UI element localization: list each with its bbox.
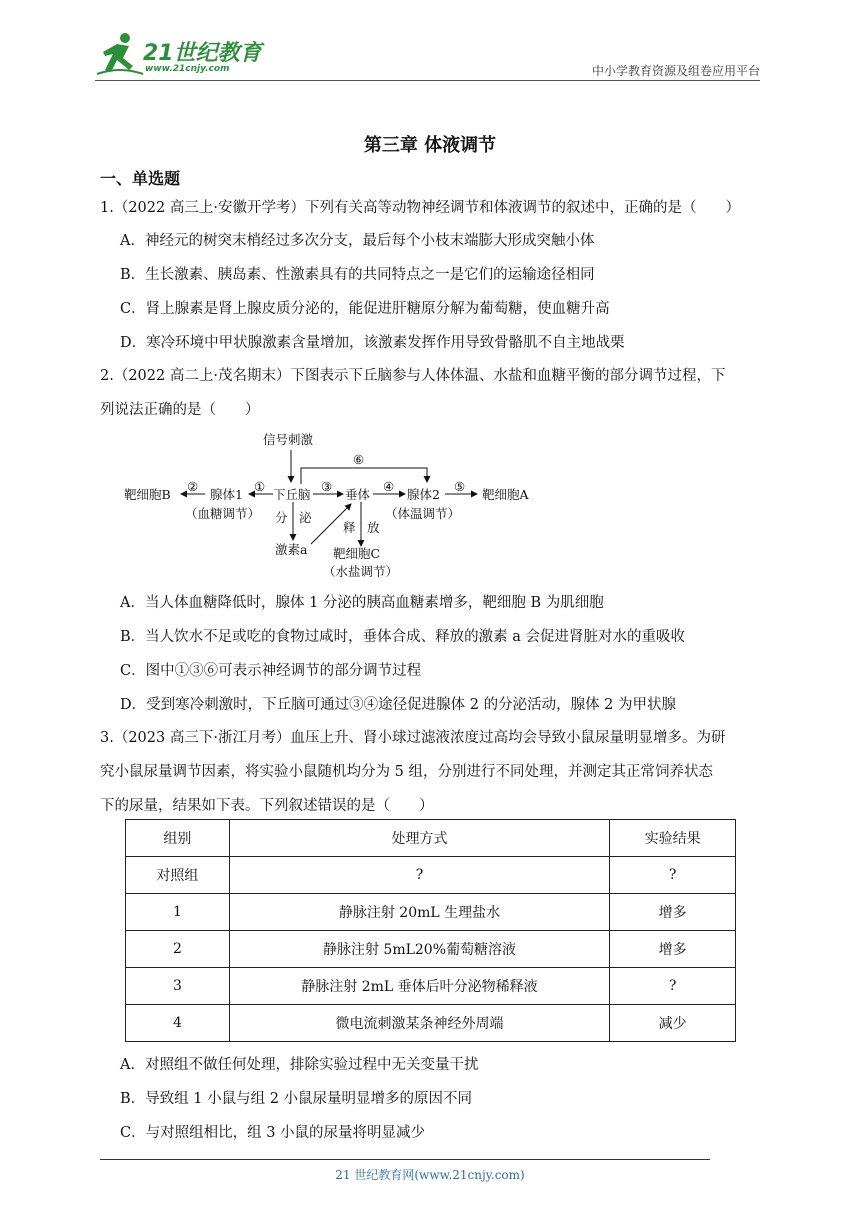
question-2-option-b: B．当人饮水不足或吃的食物过咸时，垂体合成、释放的激素 a 会促进肾脏对水的重吸收 [120, 629, 686, 645]
table-row [126, 857, 736, 894]
table-row [126, 1005, 736, 1042]
table-header: 处理方式 [229, 820, 609, 857]
question-3-stem-line-3: 下的尿量，结果如下表。下列叙述错误的是（ ） [100, 798, 434, 814]
step-6-label: ⑥ [353, 452, 365, 467]
pituitary-label: 垂体 [345, 487, 371, 502]
footer-link[interactable]: 21 世纪教育网(www.21cnjy.com) [335, 1168, 525, 1182]
step-2-label: ② [187, 479, 199, 494]
question-1-option-a: A．神经元的树突末梢经过多次分支，最后每个小枝末端膨大形成突触小体 [120, 233, 595, 249]
secrete-char-1: 分 [275, 510, 288, 525]
gland-1-label: 腺体1 [210, 487, 243, 502]
question-2-option-d: D．受到寒冷刺激时，下丘脑可通过③④途径促进腺体 2 的分泌活动，腺体 2 为甲状腺 [120, 697, 677, 713]
temperature-label: （体温调节） [385, 506, 461, 521]
secrete-char-2: 泌 [299, 510, 312, 525]
table-cell: 增多 [610, 931, 736, 968]
question-1-option-b: B．生长激素、胰岛素、性激素具有的共同特点之一是它们的运输途径相同 [120, 267, 595, 283]
step-4-label: ④ [383, 479, 395, 494]
table-cell: 减少 [610, 1005, 736, 1042]
logo [95, 30, 265, 80]
table-cell: 微电流刺激某条神经外周端 [229, 1005, 609, 1042]
table-row [126, 894, 736, 931]
logo-url: www.21cnjy.com [145, 64, 230, 74]
table-cell: 静脉注射 20mL 生理盐水 [229, 894, 609, 931]
release-char-1: 释 [343, 520, 356, 535]
question-2-stem-line-1: 2.（2022 高二上·茂名期末）下图表示下丘脑参与人体体温、水盐和血糖平衡的部分调节过程，下 [100, 368, 726, 384]
table-header: 组别 [126, 820, 230, 857]
question-3-option-b: B．导致组 1 小鼠与组 2 小鼠尿量明显增多的原因不同 [120, 1091, 473, 1107]
header-divider [95, 80, 760, 81]
question-3-stem-line-2: 究小鼠尿量调节因素，将实验小鼠随机均分为 5 组，分别进行不同处理，并测定其正常饲养状态 [100, 764, 713, 780]
hormone-a-label: 激素a [275, 542, 308, 557]
question-1-option-d: D．寒冷环境中甲状腺激素含量增加，该激素发挥作用导致骨骼肌不自主地战栗 [120, 335, 625, 351]
table-header: 实验结果 [610, 820, 736, 857]
section-heading: 一、单选题 [100, 169, 181, 188]
platform-name: 中小学教育资源及组卷应用平台 [591, 64, 760, 78]
table-cell: 1 [126, 894, 230, 931]
question-3-option-a: A．对照组不做任何处理，排除实验过程中无关变量干扰 [120, 1057, 479, 1073]
table-cell: 增多 [610, 894, 736, 931]
table-cell: 3 [126, 968, 230, 1005]
table-header-row [126, 820, 736, 857]
table-row [126, 968, 736, 1005]
step-3-label: ③ [321, 479, 333, 494]
table-cell: ? [610, 968, 736, 1005]
table-cell: ? [610, 857, 736, 894]
question-2-stem-line-2: 列说法正确的是（ ） [100, 402, 260, 418]
regulation-diagram [115, 428, 555, 583]
step-5-label: ⑤ [454, 479, 466, 494]
release-char-2: 放 [367, 520, 380, 535]
target-a-label: 靶细胞A [482, 487, 529, 502]
hypothalamus-label: 下丘脑 [273, 487, 311, 502]
target-c-label: 靶细胞C [333, 546, 381, 561]
table-cell: 对照组 [126, 857, 230, 894]
table-cell: 静脉注射 5mL20%葡萄糖溶液 [229, 931, 609, 968]
signal-label: 信号刺激 [263, 432, 314, 447]
step-1-label: ① [254, 479, 266, 494]
logo-text: 21世纪教育 [143, 41, 262, 66]
question-3-stem-line-1: 3.（2023 高三下·浙江月考）血压上升、肾小球过滤液浓度过高均会导致小鼠尿量明显增多。为研 [100, 730, 726, 746]
question-2-option-c: C．图中①③⑥可表示神经调节的部分调节过程 [120, 663, 422, 679]
blood-sugar-label: （血糖调节） [185, 506, 261, 521]
water-salt-label: （水盐调节） [323, 564, 399, 579]
question-1-stem: 1.（2022 高三上·安徽开学考）下列有关高等动物神经调节和体液调节的叙述中，正确的是（ ） [100, 200, 740, 216]
footer-divider [100, 1159, 710, 1160]
table-row [126, 931, 736, 968]
table-cell: 静脉注射 2mL 垂体后叶分泌物稀释液 [229, 968, 609, 1005]
question-1-option-c: C．肾上腺素是肾上腺皮质分泌的，能促进肝糖原分解为葡萄糖，使血糖升高 [120, 301, 610, 317]
question-2-option-a: A．当人体血糖降低时，腺体 1 分泌的胰高血糖素增多，靶细胞 B 为肌细胞 [120, 595, 604, 611]
table-cell: 2 [126, 931, 230, 968]
page-title: 第三章 体液调节 [363, 135, 497, 156]
gland-2-label: 腺体2 [407, 487, 440, 502]
page-header [95, 30, 760, 80]
question-3-option-c: C．与对照组相比，组 3 小鼠的尿量将明显减少 [120, 1125, 426, 1141]
experiment-table [125, 819, 736, 1042]
target-b-label: 靶细胞B [124, 487, 171, 502]
running-figure-icon [95, 30, 145, 78]
table-cell: 4 [126, 1005, 230, 1042]
table-cell: ? [229, 857, 609, 894]
